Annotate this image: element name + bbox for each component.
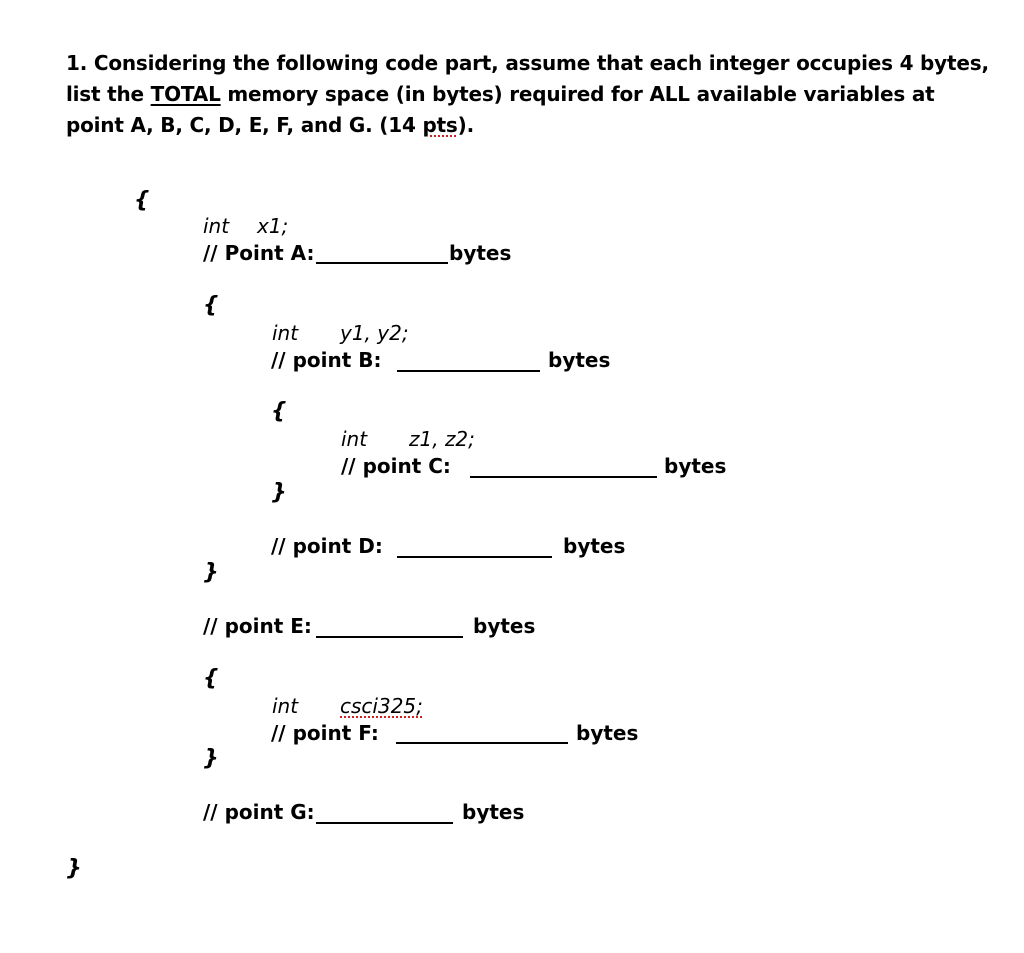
question-line-2-start: list the xyxy=(66,82,151,106)
x-keyword: int xyxy=(203,214,230,238)
question-line-2-end: memory space (in bytes) required for ALL available variables at xyxy=(220,82,935,106)
outer-brace-open: { xyxy=(134,188,150,213)
point-a-unit: bytes xyxy=(449,241,512,265)
question-line-1: 1. Considering the following code part, assume that each integer occupies 4 bytes, xyxy=(66,51,989,75)
x-declaration: x1; xyxy=(257,214,289,238)
points-abbrev: pts xyxy=(422,113,458,137)
csci-declaration: csci325; xyxy=(340,694,423,718)
point-b-blank[interactable] xyxy=(397,370,540,372)
question-line-3-start: point A, B, C, D, E, F, and G. (14 xyxy=(66,113,423,137)
question-line-3-end: ). xyxy=(457,113,474,137)
block-c-brace-open: { xyxy=(271,399,287,424)
y-declaration: y1, y2; xyxy=(340,321,409,345)
point-e-unit: bytes xyxy=(473,614,536,638)
point-g-blank[interactable] xyxy=(316,822,453,824)
point-d-label: // point D: xyxy=(271,534,383,558)
y-keyword: int xyxy=(272,321,299,345)
question-line-3 xyxy=(66,110,986,141)
point-b-unit: bytes xyxy=(548,348,611,372)
total-emphasis: TOTAL xyxy=(150,82,221,106)
point-g-unit: bytes xyxy=(462,800,525,824)
point-d-unit: bytes xyxy=(563,534,626,558)
point-c-label: // point C: xyxy=(341,454,451,478)
point-b-label: // point B: xyxy=(271,348,382,372)
block-c-brace-close: } xyxy=(271,480,287,505)
question-line-2 xyxy=(66,79,986,110)
point-c-unit: bytes xyxy=(664,454,727,478)
point-f-label: // point F: xyxy=(271,721,379,745)
block-f-brace-open: { xyxy=(203,666,219,691)
point-g-label: // point G: xyxy=(203,800,315,824)
csci-keyword: int xyxy=(272,694,299,718)
point-c-blank[interactable] xyxy=(470,476,657,478)
point-f-unit: bytes xyxy=(576,721,639,745)
z-declaration: z1, z2; xyxy=(409,427,475,451)
point-a-label: // Point A: xyxy=(203,241,315,265)
point-e-blank[interactable] xyxy=(316,636,463,638)
point-e-label: // point E: xyxy=(203,614,312,638)
point-f-blank[interactable] xyxy=(396,742,568,744)
block-b-brace-close: } xyxy=(203,560,219,585)
block-f-brace-close: } xyxy=(203,746,219,771)
z-keyword: int xyxy=(341,427,368,451)
point-d-blank[interactable] xyxy=(397,556,552,558)
point-a-blank[interactable] xyxy=(316,262,448,264)
block-b-brace-open: { xyxy=(203,293,219,318)
outer-brace-close: } xyxy=(66,856,82,881)
question-text xyxy=(66,48,989,141)
